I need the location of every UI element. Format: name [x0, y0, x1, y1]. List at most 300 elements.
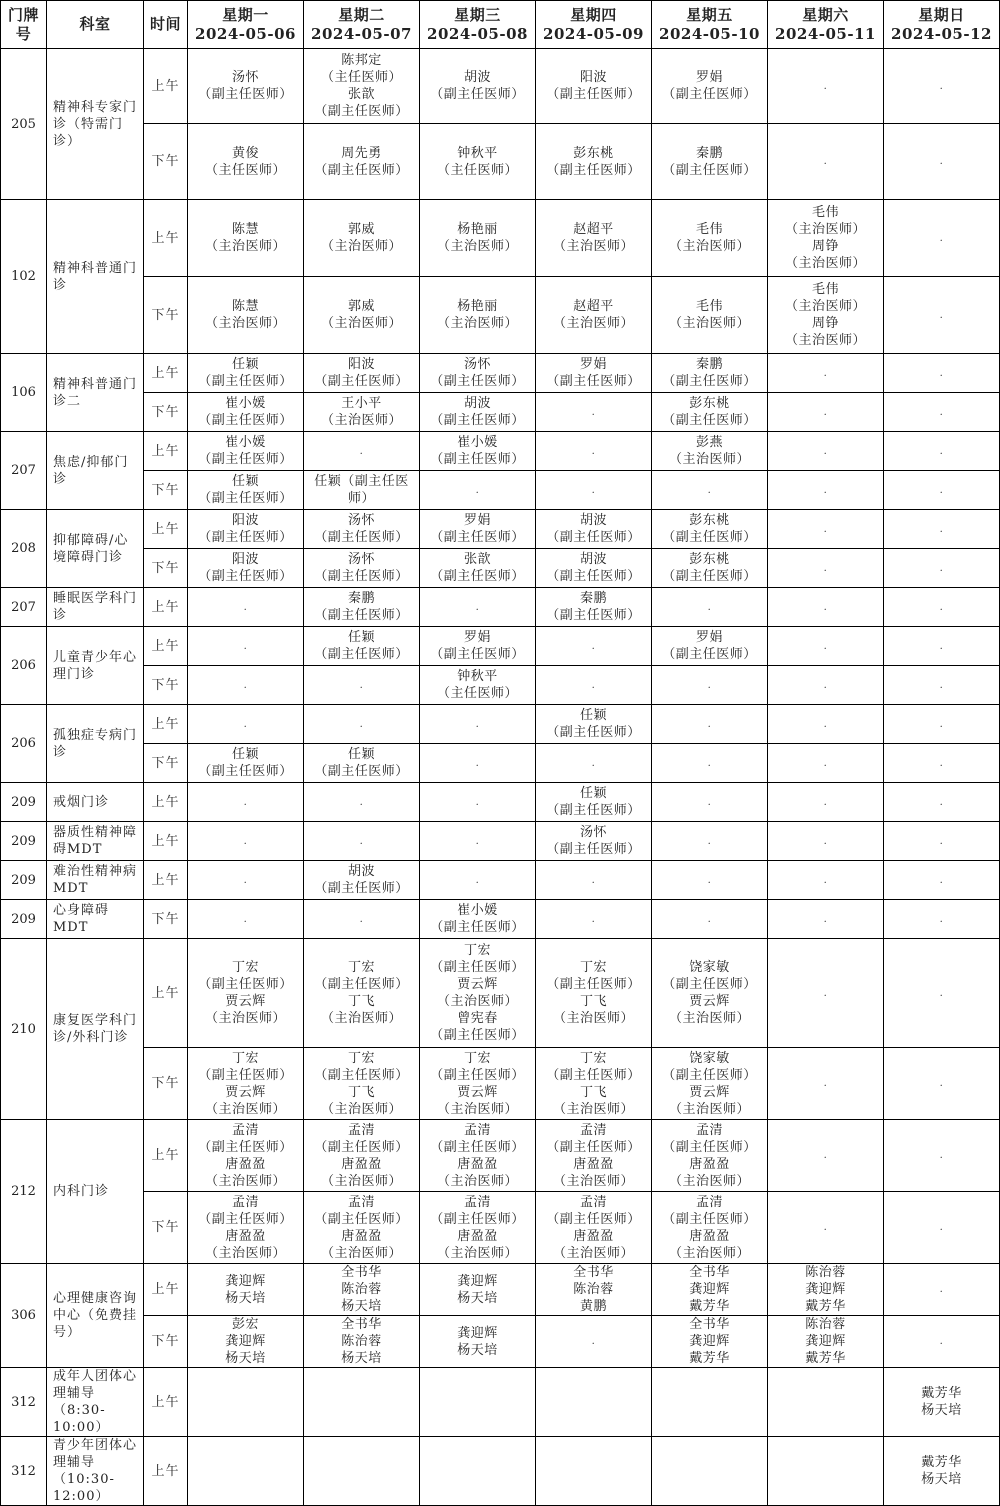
- doctor-line: 唐盈盈: [341, 1228, 382, 1244]
- day-header-text: 星期六: [802, 5, 849, 24]
- doctor-line: （主治医师）: [784, 299, 866, 314]
- doctor-line: （副主任医师）: [662, 87, 757, 102]
- department-name-line: 号）: [53, 1325, 82, 1340]
- time-slot-cell: 上午: [144, 200, 188, 277]
- day-header-text: 星期日: [918, 5, 965, 24]
- doctor-schedule-cell: [536, 549, 652, 588]
- doctor-line: 钟秋平: [457, 145, 498, 161]
- doctor-line: （副主任医师）: [662, 162, 757, 178]
- doctor-line: （副主任医师）: [198, 977, 293, 992]
- doctor-line: （副主任医师）: [430, 1067, 525, 1083]
- doctor-line: （副主任医师）: [546, 1211, 641, 1227]
- doctor-schedule-cell: [652, 49, 768, 124]
- doctor-schedule-cell: [768, 49, 884, 124]
- schedule-row: [1, 939, 1000, 1048]
- doctor-schedule-cell: [188, 471, 304, 510]
- schedule-row: [1, 471, 1000, 510]
- doctor-line: 周铮: [811, 316, 839, 331]
- doctor-line: （副主任医师）: [314, 647, 409, 662]
- department-cell: [47, 783, 144, 822]
- room-number-cell: 209: [1, 822, 47, 861]
- doctor-line: （主治医师）: [784, 222, 866, 237]
- doctor-schedule-cell: [652, 1437, 768, 1506]
- no-clinic-marker: .: [707, 484, 712, 496]
- doctor-line: （主治医师）: [320, 316, 402, 331]
- doctor-line: 黄鹏: [579, 1299, 607, 1314]
- no-clinic-marker: .: [243, 718, 248, 730]
- time-slot-cell: 上午: [144, 861, 188, 900]
- doctor-line: （副主任医师）: [430, 452, 525, 467]
- doctor-schedule-cell: [768, 822, 884, 861]
- doctor-schedule-cell: [420, 432, 536, 471]
- department-name-line: 心身障碍MDT: [53, 903, 110, 935]
- doctor-schedule-cell: [768, 939, 884, 1048]
- doctor-schedule-cell: [768, 432, 884, 471]
- header-text: 科室: [79, 15, 111, 33]
- time-slot-cell: 下午: [144, 471, 188, 510]
- no-clinic-marker: .: [591, 406, 596, 418]
- doctor-line: （副主任医师）: [198, 530, 293, 545]
- doctor-line: 唐盈盈: [689, 1228, 730, 1244]
- doctor-line: 戴芳华: [921, 1386, 962, 1401]
- room-number-cell: 207: [1, 432, 47, 510]
- doctor-schedule-cell: [768, 744, 884, 783]
- doctor-schedule-cell: [768, 124, 884, 200]
- no-clinic-marker: .: [939, 1150, 944, 1161]
- no-clinic-marker: .: [823, 523, 828, 535]
- doctor-line: 任颖: [347, 630, 375, 645]
- doctor-schedule-cell: [884, 510, 1000, 549]
- doctor-line: （主治医师）: [204, 1101, 286, 1117]
- doctor-line: 张歆: [463, 552, 491, 567]
- doctor-schedule-cell: [188, 861, 304, 900]
- doctor-line: 秦鹏: [695, 357, 723, 372]
- no-clinic-marker: .: [939, 406, 944, 418]
- doctor-schedule-cell: [884, 861, 1000, 900]
- doctor-line: （主任医师）: [204, 162, 286, 178]
- doctor-schedule-cell: [188, 549, 304, 588]
- time-slot-cell: 上午: [144, 1264, 188, 1316]
- day-column-header: [768, 1, 884, 49]
- doctor-schedule-cell: [188, 939, 304, 1048]
- schedule-row: [1, 1316, 1000, 1368]
- doctor-line: 杨天培: [341, 1351, 382, 1366]
- doctor-line: （主治医师）: [204, 1173, 286, 1189]
- no-clinic-marker: .: [939, 835, 944, 847]
- time-slot-cell: 上午: [144, 510, 188, 549]
- no-clinic-marker: .: [823, 1222, 828, 1233]
- doctor-schedule-cell: [420, 510, 536, 549]
- doctor-line: （副主任医师）: [546, 608, 641, 623]
- doctor-line: （主任医师）: [436, 686, 518, 701]
- no-clinic-marker: .: [707, 757, 712, 769]
- header-row: [1, 1, 1000, 49]
- doctor-line: 陈治蓉: [341, 1334, 382, 1349]
- doctor-line: 龚迎辉: [805, 1282, 846, 1297]
- doctor-line: （主治医师）: [320, 1173, 402, 1189]
- doctor-schedule-cell: [304, 510, 420, 549]
- department-name-line: 儿童青少年心: [53, 649, 138, 665]
- no-clinic-marker: .: [823, 1078, 828, 1089]
- doctor-line: 阳波: [579, 70, 607, 85]
- doctor-line: （副主任医师）: [662, 1139, 757, 1155]
- doctor-line: 孟清: [695, 1122, 723, 1138]
- no-clinic-marker: .: [475, 874, 480, 886]
- time-slot-cell: 上午: [144, 354, 188, 393]
- no-clinic-marker: .: [707, 835, 712, 847]
- no-clinic-marker: .: [939, 679, 944, 691]
- no-clinic-marker: .: [939, 309, 944, 321]
- doctor-schedule-cell: [884, 1120, 1000, 1192]
- doctor-line: 孟清: [231, 1122, 259, 1138]
- doctor-schedule-cell: [652, 822, 768, 861]
- doctor-line: （主治医师）: [204, 1245, 286, 1261]
- department-cell: [47, 432, 144, 510]
- doctor-line: 毛伟: [695, 299, 723, 314]
- doctor-schedule-cell: [652, 471, 768, 510]
- doctor-line: 龚迎辉: [457, 1273, 498, 1289]
- doctor-schedule-cell: [536, 861, 652, 900]
- doctor-line: 张歆: [347, 87, 375, 102]
- room-number-cell: 205: [1, 49, 47, 200]
- doctor-line: 陈治蓉: [573, 1282, 614, 1297]
- no-clinic-marker: .: [243, 874, 248, 886]
- doctor-schedule-cell: [420, 354, 536, 393]
- department-cell: [47, 627, 144, 705]
- time-slot-cell: 上午: [144, 432, 188, 471]
- no-clinic-marker: .: [475, 484, 480, 496]
- doctor-line: 唐盈盈: [225, 1228, 266, 1244]
- doctor-schedule-cell: [420, 705, 536, 744]
- doctor-line: 丁宏: [231, 1050, 259, 1066]
- doctor-schedule-cell: [768, 1192, 884, 1264]
- department-cell: [47, 510, 144, 588]
- time-slot-cell: 上午: [144, 627, 188, 666]
- doctor-line: 孟清: [695, 1194, 723, 1210]
- doctor-line: 毛伟: [811, 205, 839, 220]
- doctor-line: 杨天培: [341, 1299, 382, 1314]
- doctor-line: 周先勇: [341, 145, 382, 161]
- doctor-line: 阳波: [231, 552, 259, 567]
- room-number-cell: 102: [1, 200, 47, 354]
- doctor-line: 孟清: [463, 1194, 491, 1210]
- doctor-schedule-cell: [768, 900, 884, 939]
- no-clinic-marker: .: [591, 445, 596, 457]
- doctor-schedule-cell: [768, 705, 884, 744]
- doctor-line: 任颖: [231, 747, 259, 762]
- doctor-line: 胡波: [579, 552, 607, 567]
- doctor-schedule-cell: [304, 1437, 420, 1506]
- no-clinic-marker: .: [591, 913, 596, 925]
- day-header-text: 2024-05-11: [775, 24, 876, 43]
- doctor-schedule-cell: [536, 588, 652, 627]
- doctor-line: （主治医师）: [784, 256, 866, 271]
- doctor-schedule-cell: [420, 822, 536, 861]
- time-slot-cell: 下午: [144, 277, 188, 354]
- doctor-line: （主治医师）: [436, 1101, 518, 1117]
- doctor-schedule-cell: [768, 393, 884, 432]
- doctor-line: 彭东桃: [689, 396, 730, 411]
- doctor-schedule-cell: [304, 705, 420, 744]
- doctor-schedule-cell: [768, 1264, 884, 1316]
- doctor-line: 丁飞: [579, 994, 607, 1009]
- doctor-schedule-cell: [188, 354, 304, 393]
- room-number-cell: 208: [1, 510, 47, 588]
- header-text: 时间: [149, 15, 181, 33]
- doctor-line: （副主任医师）: [546, 1139, 641, 1155]
- no-clinic-marker: .: [939, 562, 944, 574]
- doctor-line: （主治医师）: [552, 239, 634, 254]
- doctor-line: （主治医师）: [552, 1101, 634, 1117]
- time-slot-cell: 下午: [144, 1316, 188, 1368]
- time-slot-cell: 下午: [144, 666, 188, 705]
- schedule-row: [1, 627, 1000, 666]
- doctor-line: 周铮: [811, 239, 839, 254]
- department-cell: [47, 588, 144, 627]
- department-name-line: 器质性精神障: [53, 825, 138, 840]
- doctor-line: （副主任医师）: [546, 374, 641, 389]
- doctor-line: 唐盈盈: [225, 1156, 266, 1172]
- no-clinic-marker: .: [823, 796, 828, 808]
- doctor-line: 陈慧: [231, 222, 259, 237]
- doctor-line: （副主任医师）: [314, 977, 409, 992]
- no-clinic-marker: .: [939, 913, 944, 925]
- doctor-line: （主治医师）: [320, 239, 402, 254]
- no-clinic-marker: .: [707, 679, 712, 691]
- doctor-schedule-cell: [652, 1316, 768, 1368]
- doctor-line: 罗娟: [463, 513, 491, 528]
- day-column-header: [304, 1, 420, 49]
- no-clinic-marker: .: [939, 640, 944, 652]
- department-column-header: [47, 1, 144, 49]
- doctor-schedule-cell: [884, 783, 1000, 822]
- doctor-schedule-cell: [304, 1192, 420, 1264]
- doctor-schedule-cell: [420, 1264, 536, 1316]
- department-cell: [47, 354, 144, 432]
- day-header-text: 2024-05-10: [659, 24, 760, 43]
- doctor-schedule-cell: [652, 549, 768, 588]
- no-clinic-marker: .: [939, 367, 944, 379]
- doctor-line: 戴芳华: [805, 1299, 846, 1314]
- doctor-schedule-cell: [884, 393, 1000, 432]
- doctor-schedule-cell: [536, 49, 652, 124]
- doctor-line: 杨艳丽: [457, 299, 498, 314]
- doctor-schedule-cell: [188, 432, 304, 471]
- doctor-line: 任颖: [579, 708, 607, 723]
- doctor-line: 杨天培: [225, 1351, 266, 1366]
- doctor-schedule-cell: [304, 549, 420, 588]
- doctor-line: （副主任医师）: [198, 1067, 293, 1083]
- doctor-schedule-cell: [188, 627, 304, 666]
- doctor-line: 王小平: [341, 396, 382, 411]
- doctor-line: 汤怀: [579, 825, 607, 840]
- no-clinic-marker: .: [591, 757, 596, 769]
- doctor-schedule-cell: [188, 1120, 304, 1192]
- schedule-row: [1, 744, 1000, 783]
- doctor-schedule-cell: [884, 1192, 1000, 1264]
- department-name-line: 诊二: [53, 393, 82, 409]
- doctor-schedule-cell: [884, 432, 1000, 471]
- doctor-line: （副主任医师）: [546, 977, 641, 992]
- doctor-line: （副主任医师）: [198, 374, 293, 389]
- doctor-line: 罗娟: [695, 70, 723, 85]
- doctor-line: 孟清: [579, 1194, 607, 1210]
- doctor-schedule-cell: [884, 1437, 1000, 1506]
- no-clinic-marker: .: [823, 445, 828, 457]
- doctor-line: 饶家敏: [689, 960, 730, 975]
- day-header-text: 星期一: [222, 5, 269, 24]
- doctor-schedule-cell: [304, 744, 420, 783]
- department-name-line: 理辅导: [53, 1455, 96, 1470]
- time-slot-cell: 下午: [144, 1192, 188, 1264]
- doctor-schedule-cell: [884, 49, 1000, 124]
- department-name-line: 康复医学科门: [53, 1013, 138, 1028]
- department-name-line: 理门诊: [53, 666, 96, 682]
- doctor-schedule-cell: [652, 124, 768, 200]
- department-name-line: 精神科普通门: [53, 260, 138, 276]
- doctor-line: 龚迎辉: [225, 1273, 266, 1289]
- doctor-line: 孟清: [347, 1194, 375, 1210]
- doctor-line: 汤怀: [231, 70, 259, 85]
- doctor-schedule-cell: [188, 666, 304, 705]
- department-cell: [47, 1368, 144, 1437]
- doctor-schedule-cell: [420, 939, 536, 1048]
- department-cell: [47, 822, 144, 861]
- doctor-schedule-cell: [652, 510, 768, 549]
- doctor-schedule-cell: [304, 49, 420, 124]
- doctor-line: 郭威: [347, 299, 375, 314]
- schedule-row: [1, 705, 1000, 744]
- doctor-line: 贾云辉: [457, 1084, 498, 1100]
- doctor-line: （副主任医师）: [662, 569, 757, 584]
- doctor-line: 罗娟: [695, 630, 723, 645]
- doctor-line: （主治医师）: [320, 1011, 402, 1026]
- doctor-line: （主治医师）: [668, 239, 750, 254]
- doctor-schedule-cell: [884, 705, 1000, 744]
- doctor-line: 丁飞: [347, 994, 375, 1009]
- doctor-line: 孟清: [579, 1122, 607, 1138]
- doctor-schedule-cell: [768, 1120, 884, 1192]
- room-number-cell: 210: [1, 939, 47, 1120]
- no-clinic-marker: .: [243, 835, 248, 847]
- doctor-schedule-cell: [884, 1368, 1000, 1437]
- doctor-line: 龚迎辉: [805, 1334, 846, 1349]
- no-clinic-marker: .: [475, 601, 480, 613]
- doctor-line: （主治医师）: [320, 1245, 402, 1261]
- doctor-schedule-cell: [536, 744, 652, 783]
- schedule-row: [1, 549, 1000, 588]
- doctor-line: （主治医师）: [552, 316, 634, 331]
- doctor-line: 郭威: [347, 222, 375, 237]
- doctor-line: 彭东桃: [689, 513, 730, 528]
- department-cell: [47, 1264, 144, 1368]
- doctor-schedule-cell: [768, 1048, 884, 1120]
- no-clinic-marker: .: [359, 913, 364, 925]
- doctor-schedule-cell: [768, 354, 884, 393]
- no-clinic-marker: .: [823, 874, 828, 886]
- doctor-schedule-cell: [536, 900, 652, 939]
- time-slot-cell: 下午: [144, 393, 188, 432]
- room-number-cell: 206: [1, 627, 47, 705]
- doctor-schedule-cell: [536, 1368, 652, 1437]
- doctor-schedule-cell: [884, 822, 1000, 861]
- no-clinic-marker: .: [707, 601, 712, 613]
- doctor-schedule-cell: [536, 393, 652, 432]
- doctor-line: 崔小媛: [225, 435, 266, 450]
- doctor-line: （副主任医师）: [314, 162, 409, 178]
- doctor-schedule-cell: [768, 200, 884, 277]
- no-clinic-marker: .: [823, 718, 828, 730]
- no-clinic-marker: .: [823, 80, 828, 92]
- no-clinic-marker: .: [939, 718, 944, 730]
- doctor-schedule-cell: [304, 822, 420, 861]
- schedule-row: [1, 124, 1000, 200]
- no-clinic-marker: .: [939, 874, 944, 886]
- doctor-schedule-cell: [884, 627, 1000, 666]
- time-slot-cell: 下午: [144, 744, 188, 783]
- doctor-line: （副主任医师）: [198, 452, 293, 467]
- doctor-line: （副主任医师）: [198, 1139, 293, 1155]
- doctor-line: （副主任医师）: [662, 1067, 757, 1083]
- department-name-line: 诊: [53, 744, 68, 760]
- no-clinic-marker: .: [823, 562, 828, 574]
- doctor-line: 彭燕: [695, 435, 723, 450]
- doctor-schedule-cell: [304, 393, 420, 432]
- department-name-line: 10:00）: [53, 1420, 110, 1435]
- doctor-line: 毛伟: [695, 222, 723, 237]
- doctor-line: 戴芳华: [805, 1351, 846, 1366]
- doctor-line: （副主任医师）: [430, 413, 525, 428]
- doctor-line: 秦鹏: [347, 591, 375, 606]
- room-number-cell: 212: [1, 1120, 47, 1264]
- doctor-line: （主治医师）: [668, 316, 750, 331]
- doctor-schedule-cell: [304, 588, 420, 627]
- doctor-line: 戴芳华: [921, 1455, 962, 1470]
- no-clinic-marker: .: [359, 679, 364, 691]
- doctor-line: 全书华: [689, 1265, 730, 1280]
- doctor-schedule-cell: [652, 200, 768, 277]
- department-name-line: 理辅导: [53, 1386, 96, 1401]
- doctor-schedule-cell: [768, 783, 884, 822]
- doctor-schedule-cell: [652, 1120, 768, 1192]
- doctor-line: 胡波: [463, 396, 491, 411]
- time-slot-cell: 上午: [144, 1437, 188, 1506]
- schedule-body: [1, 49, 1000, 1506]
- doctor-schedule-cell: [420, 549, 536, 588]
- schedule-row: [1, 1192, 1000, 1264]
- doctor-line: （副主任医师）: [198, 1211, 293, 1227]
- doctor-line: 戴芳华: [689, 1351, 730, 1366]
- day-header-text: 星期三: [454, 5, 501, 24]
- time-slot-cell: 下午: [144, 549, 188, 588]
- doctor-schedule-cell: [884, 354, 1000, 393]
- schedule-row: [1, 1120, 1000, 1192]
- doctor-schedule-cell: [536, 510, 652, 549]
- doctor-line: 汤怀: [347, 513, 375, 528]
- doctor-line: （副主任医师）: [314, 764, 409, 779]
- doctor-schedule-cell: [768, 277, 884, 354]
- doctor-line: （主任医师）: [436, 162, 518, 178]
- doctor-schedule-cell: [536, 822, 652, 861]
- no-clinic-marker: .: [939, 445, 944, 457]
- doctor-line: 崔小媛: [225, 396, 266, 411]
- doctor-schedule-cell: [884, 124, 1000, 200]
- doctor-line: （副主任医师）: [314, 1211, 409, 1227]
- doctor-schedule-cell: [420, 1368, 536, 1437]
- doctor-line: 孟清: [463, 1122, 491, 1138]
- no-clinic-marker: .: [591, 679, 596, 691]
- doctor-line: 龚迎辉: [457, 1325, 498, 1341]
